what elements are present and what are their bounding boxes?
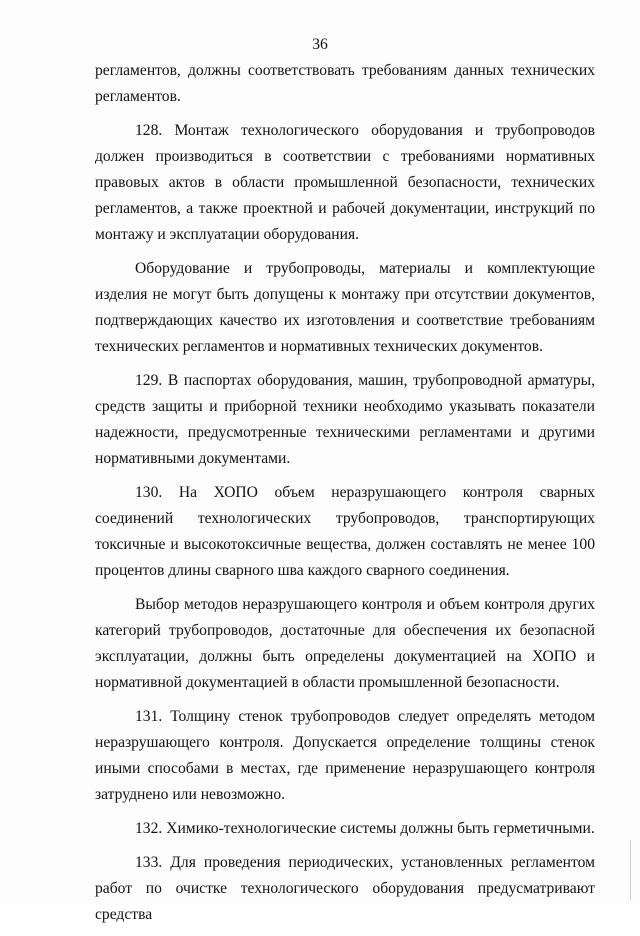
- paragraph-130-methods: Выбор методов неразрушающего контроля и объем контроля других категорий трубопроводов, достаточные для обеспечения их безопасной эксплуатации, должны быть определены документацией на ХОПО и нормативной документацией в области промышленной безопасности.: [95, 596, 595, 691]
- paragraph-128-equipment-docs: Оборудование и трубопроводы, материалы и комплектующие изделия не могут быть допущены к монтажу при отсутствии документов, подтверждающих качество их изготовления и соответствие требованиям технических регламентов и нормативных технических документов.: [95, 260, 595, 355]
- paragraph-132: 132. Химико-технологические системы должны быть герметичными.: [135, 820, 595, 837]
- paragraph-continuation: регламентов, должны соответствовать требованиям данных технических регламентов.: [95, 62, 595, 105]
- paragraph-131: 131. Толщину стенок трубопроводов следует определять методом неразрушающего контроля. Допускается определение толщины стенок иными способами в местах, где применение неразрушающего контроля затруднено или невозможно.: [95, 708, 595, 803]
- page-number: 36: [312, 36, 328, 53]
- document-body: [95, 58, 595, 936]
- paragraph-128: 128. Монтаж технологического оборудования и трубопроводов должен производиться в соответствии с требованиями нормативных правовых актов в области промышленной безопасности, технических регламентов, а также проектной и рабочей документации, инструкций по монтажу и эксплуатации оборудования.: [95, 122, 595, 243]
- scan-edge-mark: [630, 840, 631, 900]
- paragraph-130: 130. На ХОПО объем неразрушающего контроля сварных соединений технологических трубопроводов, транспортирующих токсичные и высокотоксичные вещества, должен составлять не менее 100 процентов длины сварного шва каждого сварного соединения.: [95, 484, 595, 579]
- paragraph-133: 133. Для проведения периодических, установленных регламентом работ по очистке технологического оборудования предусматривают средства: [95, 854, 595, 923]
- paragraph-129: 129. В паспортах оборудования, машин, трубопроводной арматуры, средств защиты и приборной техники необходимо указывать показатели надежности, предусмотренные техническими регламентами и другими нормативными документами.: [95, 372, 595, 467]
